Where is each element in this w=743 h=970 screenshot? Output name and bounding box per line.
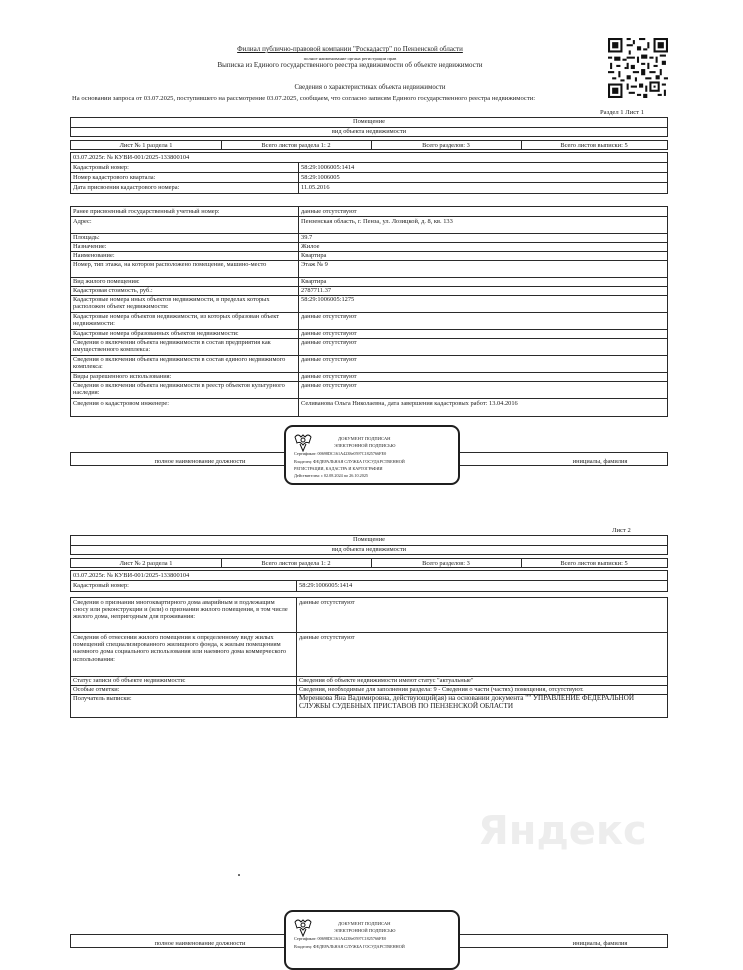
row-value: данные отсутствуют (301, 373, 357, 380)
row-value: данные отсутствуют (301, 356, 357, 363)
table-row (71, 695, 667, 717)
watermark-text: Яндекс (478, 808, 647, 854)
row-label: Наименование: (73, 252, 115, 259)
branch-name: Филиал публично-правовой компании "Роскадастр" по Пензенской области (237, 45, 463, 53)
row-value: данные отсутствуют (299, 634, 355, 641)
sheet2-cadastral-label: Кадастровый номер: (73, 582, 129, 589)
stamp-owner-cont: РЕГИСТРАЦИИ, КАДАСТРА И КАРТОГРАФИИ (294, 466, 383, 471)
table-row (71, 207, 667, 217)
name-caption: инициалы, фамилия (572, 458, 628, 465)
cadastral-number-value: 58:29:1006005:1414 (301, 164, 355, 171)
branch-subtitle: полное наименование органа регистрации прав (303, 56, 397, 61)
row-label: Ранее присвоенный государственный учетный номер: (73, 208, 220, 215)
sheet2-object-type-box (70, 535, 668, 555)
table-row (71, 296, 667, 313)
row-label: Кадастровые номера объектов недвижимости, из которых образован объект недвижимости: (73, 313, 280, 328)
position-caption: полное наименование должности (154, 458, 246, 465)
table-row (71, 313, 667, 330)
row-value: данные отсутствуют (301, 313, 357, 320)
row-value: 58:29:1006005:1275 (301, 296, 355, 303)
assign-date-value: 11.05.2016 (301, 184, 330, 191)
row-label: Сведения о включении объекта недвижимости в состав единого недвижимого комплекса: (73, 356, 286, 371)
row-value: данные отсутствуют (301, 382, 357, 389)
cadastral-number-label: Кадастровый номер: (73, 164, 129, 171)
table-row (71, 356, 667, 373)
table-row (71, 243, 667, 252)
quarter-number-value: 58:29:1006005 (301, 174, 340, 181)
row-value: данные отсутствуют (301, 330, 357, 337)
table-row (71, 373, 667, 382)
quarter-number-label: Номер кадастрового квартала: (73, 174, 156, 181)
sheet2-object-type: Помещение (352, 536, 385, 543)
row-label: Площадь: (73, 234, 100, 241)
row-label: Виды разрешенного использования: (73, 373, 172, 380)
row-label: Статус записи об объекте недвижимости: (73, 677, 186, 684)
assign-date-label: Дата присвоения кадастрового номера: (73, 184, 180, 191)
sheet2-ids-block (70, 570, 668, 592)
sheet2-cadastral-value: 58:29:1006005:1414 (299, 582, 353, 589)
sheet2-meta-row (70, 558, 668, 568)
electronic-signature-stamp (284, 910, 460, 970)
sheet2-corner-label: Лист 2 (612, 527, 631, 534)
sheet2-sheet-number: Лист № 2 раздела 1 (119, 560, 173, 567)
sheet1-corner-label: Раздел 1 Лист 1 (600, 109, 644, 116)
row-label: Вид жилого помещения: (73, 278, 140, 285)
table-row (71, 217, 667, 234)
electronic-signature-stamp (284, 425, 460, 485)
row-label: Кадастровая стоимость, руб.: (73, 287, 153, 294)
special-notes-value: Сведения, необходимые для заполнения раздела: 9 - Сведения о части (частях) помещения, отсутствуют. (299, 686, 584, 693)
row-label: Сведения о включении объекта недвижимости в состав предприятия как имущественного комплекса: (73, 339, 271, 354)
scan-speck (238, 874, 240, 876)
row-label: Назначение: (73, 243, 107, 250)
document-title: Выписка из Единого государственного реестра недвижимости об объекте недвижимости (217, 61, 483, 69)
row-label: Получатель выписки: (73, 695, 132, 702)
sheet1-sheet-number: Лист № 1 раздела 1 (119, 142, 173, 149)
stamp-line2: ЭЛЕКТРОННОЙ ПОДПИСЬЮ (334, 443, 396, 448)
table-row (71, 278, 667, 287)
sheet1-section-sheets: Всего листов раздела 1: 2 (261, 142, 331, 149)
table-row (71, 677, 667, 686)
table-row (71, 382, 667, 399)
qr-code-icon (608, 38, 668, 98)
coat-of-arms-icon (292, 431, 314, 453)
row-label: Сведения об отнесении жилого помещения к определенному виду жилых помещений специализированного жилищного фонда, к жилым помещениям наемного дома социального использования или наемного дома коммерческого использования: (73, 634, 287, 663)
row-label: Сведения о признании многоквартирного дома аварийным и подлежащим сносу или реконструкции и (или) о признании жилого помещения, в том числе жилого дома, непригодным для проживания: (73, 599, 288, 621)
table-row (71, 633, 667, 677)
table-row (71, 261, 667, 278)
sheet1-object-type: Помещение (352, 118, 385, 125)
status-value: Сведения об объекте недвижимости имеют статус "актуальные" (299, 677, 474, 684)
row-label: Адрес: (73, 218, 92, 225)
sheet1-object-type-caption: вид объекта недвижимости (331, 128, 407, 135)
section-title: Сведения о характеристиках объекта недвижимости (294, 84, 446, 91)
table-row (71, 399, 667, 416)
engineer-value: Селиванова Ольга Николаевна, дата завершения кадастровых работ: 13.04.2016 (301, 400, 518, 407)
table-row (71, 252, 667, 261)
stamp-certificate: Сертификат: 00698DC161A4238e0597C1825766FE0 (294, 936, 387, 941)
row-label: Сведения о кадастровом инженере: (73, 400, 170, 407)
address-value: Пензенская область, г. Пенза, ул. Лозицкой, д. 8, кв. 133 (301, 218, 453, 225)
row-label: Номер, тип этажа, на котором расположено помещение, машино-место (73, 261, 267, 268)
row-label: Особые отметки: (73, 686, 120, 693)
sheet1-sections-total: Всего разделов: 3 (422, 142, 470, 149)
row-value: Жилое (301, 243, 320, 250)
area-value: 39.7 (301, 234, 313, 241)
table-row (71, 330, 667, 339)
sheet1-ids-block (70, 152, 668, 194)
row-value: Квартира (301, 252, 327, 259)
recipient-value: Меренкова Яна Вадимировна, действующий(ая) на основании документа "" УПРАВЛЕНИЕ ФЕДЕРАЛЬНОЙ СЛУЖБЫ СУДЕБНЫХ ПРИСТАВОВ ПО ПЕНЗЕНСКОЙ ОБЛАСТИ (299, 694, 635, 710)
row-value: Квартира (301, 278, 327, 285)
table-row (71, 598, 667, 633)
sheet2-extract-number: 03.07.2025г. № КУВИ-001/2025-133800104 (73, 572, 190, 579)
stamp-line1: ДОКУМЕНТ ПОДПИСАН (338, 436, 391, 441)
sheet1-sheets-total: Всего листов выписки: 5 (560, 142, 628, 149)
floor-value: Этаж № 9 (301, 261, 328, 268)
stamp-validity: Действителен: с 02.08.2024 по 26.10.2025 (294, 473, 369, 478)
sheet2-attributes-table (70, 597, 668, 718)
sheet1-meta-row (70, 140, 668, 150)
sheet2-object-type-caption: вид объекта недвижимости (331, 546, 407, 553)
sheet1-attributes-table (70, 206, 668, 417)
position-caption: полное наименование должности (154, 940, 246, 947)
table-row (71, 339, 667, 356)
table-row (71, 287, 667, 296)
coat-of-arms-icon (292, 916, 314, 938)
sheet1-object-type-box (70, 117, 668, 137)
sheet1-extract-number: 03.07.2025г. № КУВИ-001/2025-133800104 (73, 154, 190, 161)
cadastral-value: 2787711.37 (301, 287, 332, 294)
sheet2-section-sheets: Всего листов раздела 1: 2 (261, 560, 331, 567)
stamp-line2: ЭЛЕКТРОННОЙ ПОДПИСЬЮ (334, 928, 396, 933)
row-value: данные отсутствуют (301, 208, 357, 215)
table-row (71, 234, 667, 243)
sheet2-sections-total: Всего разделов: 3 (422, 560, 470, 567)
row-value: данные отсутствуют (299, 599, 355, 606)
row-label: Сведения о включении объекта недвижимости в реестр объектов культурного наследия: (73, 382, 285, 397)
stamp-line1: ДОКУМЕНТ ПОДПИСАН (338, 921, 391, 926)
name-caption: инициалы, фамилия (572, 940, 628, 947)
sheet2-sheets-total: Всего листов выписки: 5 (560, 560, 628, 567)
stamp-owner: Владелец: ФЕДЕРАЛЬНАЯ СЛУЖБА ГОСУДАРСТВЕННОЙ (294, 944, 405, 949)
request-text: На основании запроса от 03.07.2025, поступившего на рассмотрение 03.07.2025, сообщаем, что согласно записям Единого государственного реестра недвижимости: (72, 95, 536, 102)
row-label: Кадастровые номера образованных объектов недвижимости: (73, 330, 239, 337)
row-value: данные отсутствуют (301, 339, 357, 346)
stamp-certificate: Сертификат: 00698DC161A4238e0597C1825766FE0 (294, 451, 387, 456)
row-label: Кадастровые номера иных объектов недвижимости, в пределах которых расположен объект недвижимости: (73, 296, 270, 311)
stamp-owner: Владелец: ФЕДЕРАЛЬНАЯ СЛУЖБА ГОСУДАРСТВЕННОЙ (294, 459, 405, 464)
